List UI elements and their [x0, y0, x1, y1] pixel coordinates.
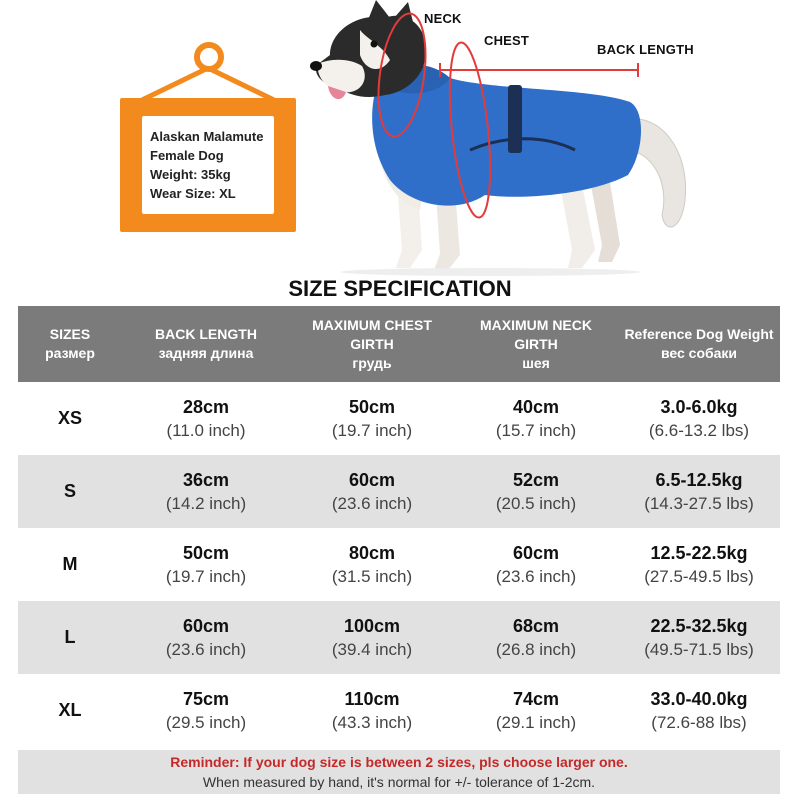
header-neck-girth	[454, 306, 618, 382]
chest-label: CHEST	[484, 33, 530, 48]
header-back-length-en: BACK LENGTH	[155, 326, 257, 342]
table-row	[18, 674, 780, 747]
weight-lbs: (14.3-27.5 lbs)	[644, 493, 754, 513]
header-chest-girth-en: MAXIMUM CHEST GIRTH	[312, 316, 432, 352]
weight-lbs: (49.5-71.5 lbs)	[644, 639, 754, 659]
neck-cm: 74cm	[512, 688, 560, 709]
chest-inch: (31.5 inch)	[331, 566, 413, 586]
neck-cm: 68cm	[512, 615, 560, 636]
back-cm: 36cm	[182, 469, 230, 490]
chest-cm: 80cm	[348, 542, 396, 563]
tag-board	[120, 98, 296, 232]
chest-inch: (23.6 inch)	[331, 493, 413, 513]
header-dog-weight	[618, 306, 780, 382]
table-header-row	[18, 306, 780, 382]
back-inch: (19.7 inch)	[165, 566, 247, 586]
size-reminder: Reminder: If your dog size is between 2 sizes, pls choose larger one.	[170, 754, 628, 770]
chest-inch: (19.7 inch)	[331, 420, 413, 440]
size-cell: XL	[58, 700, 82, 720]
header-neck-girth-ru: шея	[522, 354, 550, 371]
size-cell: L	[64, 627, 76, 647]
size-cell: XS	[57, 408, 82, 428]
back-length-label: BACK LENGTH	[597, 42, 694, 57]
weight-kg: 6.5-12.5kg	[655, 469, 743, 490]
header-sizes-ru: размер	[45, 345, 95, 361]
back-inch: (23.6 inch)	[165, 639, 247, 659]
weight-kg: 33.0-40.0kg	[650, 688, 748, 709]
header-chest-girth-ru: грудь	[352, 354, 392, 371]
chest-inch: (43.3 inch)	[331, 712, 413, 732]
neck-inch: (23.6 inch)	[495, 566, 577, 586]
chest-cm: 60cm	[348, 469, 396, 490]
header-sizes-en: SIZES	[49, 326, 91, 342]
neck-inch: (20.5 inch)	[495, 493, 577, 513]
tag-card	[142, 116, 274, 214]
dog-info-tag	[120, 42, 296, 232]
chest-cm: 110cm	[344, 688, 400, 709]
table-row	[18, 455, 780, 528]
table-row	[18, 601, 780, 674]
chest-cm: 50cm	[348, 396, 396, 417]
chest-inch: (39.4 inch)	[331, 639, 413, 659]
tag-weight: Weight: 35kg	[150, 167, 231, 182]
weight-kg: 3.0-6.0kg	[660, 396, 738, 417]
back-inch: (11.0 inch)	[166, 420, 246, 440]
weight-lbs: (72.6-88 lbs)	[651, 712, 747, 732]
size-chart-table	[18, 306, 780, 747]
header-sizes	[18, 306, 122, 382]
header-dog-weight-ru: вес собаки	[660, 345, 738, 361]
weight-kg: 12.5-22.5kg	[650, 542, 748, 563]
back-inch: (14.2 inch)	[165, 493, 247, 513]
neck-cm: 60cm	[512, 542, 560, 563]
footer-notes	[18, 750, 780, 794]
weight-lbs: (6.6-13.2 lbs)	[648, 420, 750, 440]
header-chest-girth	[290, 306, 454, 382]
neck-cm: 52cm	[512, 469, 560, 490]
back-cm: 60cm	[182, 615, 230, 636]
weight-kg: 22.5-32.5kg	[650, 615, 748, 636]
size-cell: M	[62, 554, 78, 574]
product-illustration	[0, 0, 800, 278]
tag-gender: Female Dog	[150, 148, 224, 163]
header-neck-girth-en: MAXIMUM NECK GIRTH	[480, 316, 592, 352]
back-cm: 28cm	[182, 396, 230, 417]
neck-inch: (26.8 inch)	[495, 639, 577, 659]
neck-label: NECK	[424, 11, 462, 26]
header-back-length	[122, 306, 290, 382]
tag-ring	[194, 42, 224, 72]
weight-lbs: (27.5-49.5 lbs)	[644, 566, 754, 586]
back-cm: 50cm	[182, 542, 230, 563]
tag-wear-size: Wear Size: XL	[150, 186, 236, 201]
neck-inch: (29.1 inch)	[495, 712, 577, 732]
back-cm: 75cm	[182, 688, 230, 709]
table-row	[18, 528, 780, 601]
tag-breed: Alaskan Malamute	[150, 129, 264, 144]
header-dog-weight-en: Reference Dog Weight	[624, 326, 774, 342]
neck-cm: 40cm	[512, 396, 560, 417]
size-cell: S	[63, 481, 76, 501]
tolerance-note: When measured by hand, it's normal for +/- tolerance of 1-2cm.	[202, 774, 596, 790]
neck-inch: (15.7 inch)	[495, 420, 577, 440]
back-inch: (29.5 inch)	[165, 712, 247, 732]
size-specification-title: SIZE SPECIFICATION	[288, 276, 512, 301]
table-row	[18, 382, 780, 455]
header-back-length-ru: задняя длина	[158, 345, 254, 361]
chest-cm: 100cm	[343, 615, 401, 636]
